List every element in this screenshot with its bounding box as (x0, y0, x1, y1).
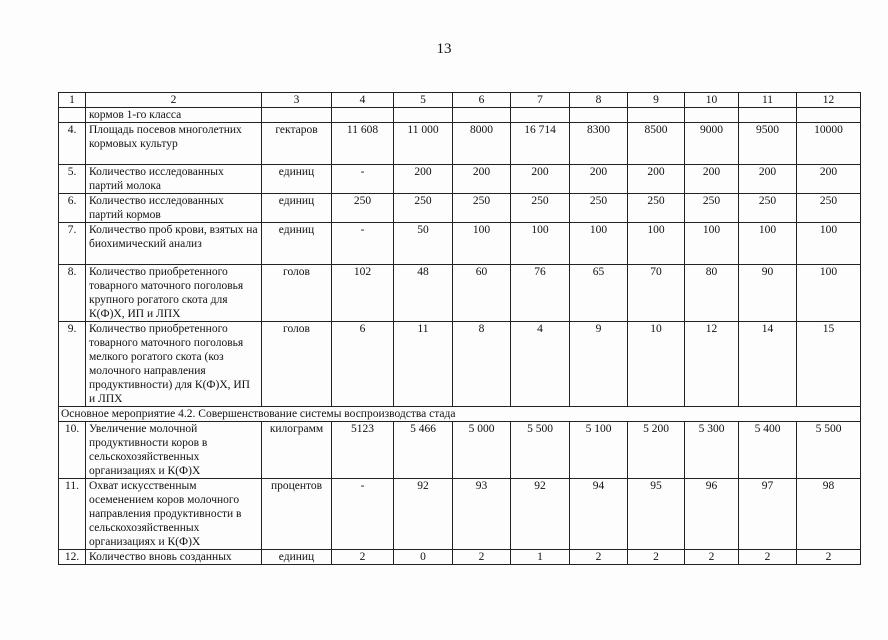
value-cell: 200 (394, 165, 453, 194)
unit-cell: голов (262, 322, 332, 407)
value-cell: 2 (570, 550, 628, 565)
value-cell: 2 (739, 550, 797, 565)
value-cell: 9 (570, 322, 628, 407)
unit-cell: единиц (262, 165, 332, 194)
value-cell: 200 (685, 165, 739, 194)
value-cell: 1 (511, 550, 570, 565)
value-cell: 250 (739, 194, 797, 223)
page-number: 13 (436, 41, 452, 57)
table-row (59, 108, 861, 123)
value-cell: 9500 (739, 123, 797, 165)
value-cell: 100 (797, 265, 861, 322)
indicator-name-cell: Количество исследованных партий молока (86, 165, 262, 194)
value-cell: 250 (797, 194, 861, 223)
column-number-cell: 2 (86, 93, 262, 108)
value-cell: 5 300 (685, 422, 739, 479)
value-cell: 2 (685, 550, 739, 565)
indicator-name-cell: Охват искусственным осеменением коров молочного направления продуктивности в сельскохозяйственных организациях и К(Ф)Х (86, 479, 262, 550)
value-cell: 60 (453, 265, 511, 322)
value-cell: 100 (685, 223, 739, 265)
value-cell: 5 200 (628, 422, 685, 479)
unit-cell: единиц (262, 223, 332, 265)
indicators-table (58, 92, 861, 565)
value-cell: 10000 (797, 123, 861, 165)
value-cell: 8000 (453, 123, 511, 165)
row-index-cell: 5. (59, 165, 86, 194)
table-row (59, 165, 861, 194)
value-cell: 200 (739, 165, 797, 194)
value-cell: 11 (394, 322, 453, 407)
value-cell: 2 (628, 550, 685, 565)
value-cell: 102 (332, 265, 394, 322)
value-cell: 8300 (570, 123, 628, 165)
column-number-cell: 6 (453, 93, 511, 108)
unit-cell: единиц (262, 550, 332, 565)
table-row (59, 123, 861, 165)
value-cell: 8 (453, 322, 511, 407)
column-number-cell: 4 (332, 93, 394, 108)
value-cell: 4 (511, 322, 570, 407)
row-index-cell: 8. (59, 265, 86, 322)
value-cell: 5 500 (511, 422, 570, 479)
value-cell: 97 (739, 479, 797, 550)
value-cell: 200 (453, 165, 511, 194)
value-cell: - (332, 223, 394, 265)
table-header-row (59, 93, 861, 108)
value-cell: 5 000 (453, 422, 511, 479)
value-cell: 10 (628, 322, 685, 407)
unit-cell (262, 108, 332, 123)
value-cell: 100 (628, 223, 685, 265)
value-cell: 16 714 (511, 123, 570, 165)
indicator-name-cell: Площадь посевов многолетних кормовых культур (86, 123, 262, 165)
column-number-cell: 12 (797, 93, 861, 108)
value-cell: 92 (394, 479, 453, 550)
value-cell: 2 (797, 550, 861, 565)
value-cell: 70 (628, 265, 685, 322)
value-cell: 2 (332, 550, 394, 565)
value-cell: 250 (394, 194, 453, 223)
value-cell: 100 (739, 223, 797, 265)
value-cell: 9000 (685, 123, 739, 165)
table-row (59, 322, 861, 407)
value-cell: 94 (570, 479, 628, 550)
value-cell (570, 108, 628, 123)
value-cell: 2 (453, 550, 511, 565)
value-cell: 250 (511, 194, 570, 223)
row-index-cell: 12. (59, 550, 86, 565)
value-cell: 100 (570, 223, 628, 265)
section-heading: Основное мероприятие 4.2. Совершенствование системы воспроизводства стада (59, 407, 861, 422)
indicator-name-cell: кормов 1-го класса (86, 108, 262, 123)
value-cell: 80 (685, 265, 739, 322)
indicator-name-cell: Количество вновь созданных (86, 550, 262, 565)
column-number-cell: 5 (394, 93, 453, 108)
row-index-cell: 10. (59, 422, 86, 479)
table-row (59, 479, 861, 550)
value-cell: 100 (511, 223, 570, 265)
unit-cell: килограмм (262, 422, 332, 479)
value-cell (797, 108, 861, 123)
value-cell: 98 (797, 479, 861, 550)
column-number-cell: 3 (262, 93, 332, 108)
value-cell: 8500 (628, 123, 685, 165)
value-cell: 5 100 (570, 422, 628, 479)
value-cell (628, 108, 685, 123)
column-number-cell: 7 (511, 93, 570, 108)
value-cell (511, 108, 570, 123)
value-cell: 48 (394, 265, 453, 322)
table-row (59, 265, 861, 322)
value-cell: 5 400 (739, 422, 797, 479)
column-number-cell: 8 (570, 93, 628, 108)
value-cell (739, 108, 797, 123)
value-cell: 95 (628, 479, 685, 550)
value-cell: - (332, 165, 394, 194)
unit-cell: гектаров (262, 123, 332, 165)
table-row (59, 194, 861, 223)
value-cell: 50 (394, 223, 453, 265)
value-cell (394, 108, 453, 123)
value-cell: 93 (453, 479, 511, 550)
table-row (59, 550, 861, 565)
value-cell (453, 108, 511, 123)
value-cell: 5 500 (797, 422, 861, 479)
value-cell: 5 466 (394, 422, 453, 479)
value-cell: 92 (511, 479, 570, 550)
column-number-cell: 11 (739, 93, 797, 108)
unit-cell: единиц (262, 194, 332, 223)
value-cell: 5123 (332, 422, 394, 479)
row-index-cell: 9. (59, 322, 86, 407)
indicator-name-cell: Количество приобретенного товарного маточного поголовья крупного рогатого скота для К(Ф)Х, ИП и ЛПХ (86, 265, 262, 322)
indicator-name-cell: Количество приобретенного товарного маточного поголовья мелкого рогатого скота (коз молочного направления продуктивности) для К(Ф)Х, ИП и ЛПХ (86, 322, 262, 407)
indicator-name-cell: Количество исследованных партий кормов (86, 194, 262, 223)
value-cell: - (332, 479, 394, 550)
value-cell: 65 (570, 265, 628, 322)
value-cell (685, 108, 739, 123)
value-cell: 14 (739, 322, 797, 407)
row-index-cell: 7. (59, 223, 86, 265)
value-cell: 250 (628, 194, 685, 223)
column-number-cell: 10 (685, 93, 739, 108)
value-cell: 200 (628, 165, 685, 194)
value-cell: 15 (797, 322, 861, 407)
column-number-cell: 1 (59, 93, 86, 108)
row-index-cell (59, 108, 86, 123)
value-cell: 100 (453, 223, 511, 265)
value-cell: 11 608 (332, 123, 394, 165)
value-cell: 12 (685, 322, 739, 407)
value-cell: 200 (570, 165, 628, 194)
value-cell: 11 000 (394, 123, 453, 165)
row-index-cell: 4. (59, 123, 86, 165)
value-cell: 96 (685, 479, 739, 550)
unit-cell: голов (262, 265, 332, 322)
value-cell: 250 (453, 194, 511, 223)
value-cell: 250 (332, 194, 394, 223)
value-cell (332, 108, 394, 123)
value-cell: 250 (685, 194, 739, 223)
indicator-name-cell: Количество проб крови, взятых на биохимический анализ (86, 223, 262, 265)
unit-cell: процентов (262, 479, 332, 550)
value-cell: 200 (511, 165, 570, 194)
value-cell: 0 (394, 550, 453, 565)
section-heading-row (59, 407, 861, 422)
value-cell: 6 (332, 322, 394, 407)
table-row (59, 422, 861, 479)
value-cell: 90 (739, 265, 797, 322)
value-cell: 200 (797, 165, 861, 194)
row-index-cell: 6. (59, 194, 86, 223)
value-cell: 76 (511, 265, 570, 322)
indicator-name-cell: Увеличение молочной продуктивности коров в сельскохозяйственных организациях и К(Ф)Х (86, 422, 262, 479)
value-cell: 250 (570, 194, 628, 223)
row-index-cell: 11. (59, 479, 86, 550)
column-number-cell: 9 (628, 93, 685, 108)
table-row (59, 223, 861, 265)
value-cell: 100 (797, 223, 861, 265)
